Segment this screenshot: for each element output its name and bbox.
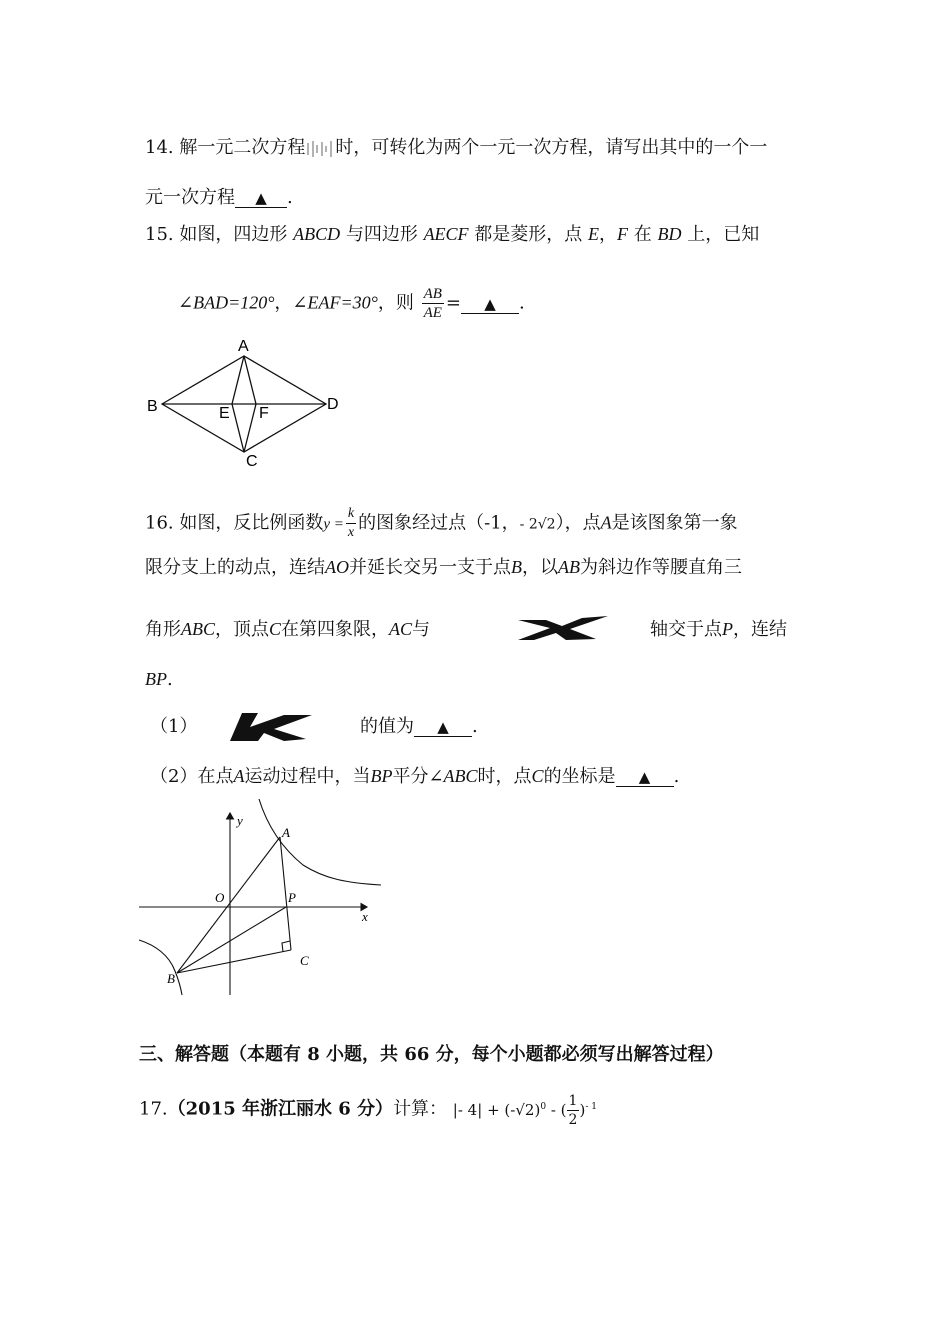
q17-expression <box>452 1093 597 1128</box>
q16-line3 <box>145 617 430 642</box>
q17-exp-0: 0 <box>540 1101 547 1112</box>
q14-text-b: 时，可转化为两个一元一次方程，请写出其中的一个一 <box>335 137 768 158</box>
q15-aecf: AECF <box>423 224 469 244</box>
q15-frac-num: AB <box>423 286 442 302</box>
q16-p: P <box>722 619 733 639</box>
label-a: A <box>282 825 290 840</box>
label-f: F <box>259 405 269 422</box>
label-d: D <box>327 396 339 413</box>
q16-text-n: ，连结 <box>733 619 787 640</box>
section3-title: 三、解答题（本题有 8 小题，共 66 分，每个小题都必须写出解答过程） <box>139 1044 724 1065</box>
q16-period-a: . <box>167 669 173 690</box>
q16-sub2-abc: ABC <box>443 766 478 786</box>
q16-sub2-pt-a: A <box>233 766 245 786</box>
q16-hyperbola-figure <box>135 795 385 1000</box>
q16-b: B <box>511 557 522 577</box>
q15-line1 <box>145 222 759 247</box>
q15-text-b: 与四边形 <box>345 224 418 245</box>
q16-bp: BP <box>145 669 167 689</box>
q16-text-d: 是该图象第一象 <box>611 512 738 534</box>
q16-func-num: k <box>346 505 356 524</box>
q16-sub1-end: . <box>472 716 478 737</box>
q17-abs: |- 4| <box>452 1100 483 1119</box>
q16-text-b: 的图象经过点（-1， <box>358 512 520 534</box>
q15-abcd: ABCD <box>293 224 341 244</box>
q16-abc: ABC <box>181 619 215 639</box>
q17-half-den: 2 <box>568 1112 578 1128</box>
q16-line1 <box>145 505 738 542</box>
q14-text-c: 元一次方程 <box>145 187 235 208</box>
q15-angle-eaf: ∠EAF=30° <box>292 292 378 313</box>
q14-text-a: 14. 解一元二次方程 <box>145 137 306 158</box>
q15-angle-bad: ∠BAD=120° <box>178 292 275 313</box>
q15-then: ，则 <box>377 292 414 314</box>
q16-sub1-num: （1） <box>150 716 198 737</box>
label-c: C <box>246 453 258 470</box>
q17-exp-neg1: - 1 <box>585 1101 597 1112</box>
q16-text-e: 限分支上的动点，连结 <box>145 557 325 578</box>
label-b: B <box>167 971 175 986</box>
q16-sub1 <box>360 715 478 739</box>
q16-text-a: 16. 如图，反比例函数 <box>145 512 324 534</box>
q15-line2 <box>178 285 525 322</box>
label-e: E <box>219 405 230 422</box>
q15-bd: BD <box>657 224 682 244</box>
q17-paren-open: + (- <box>487 1100 516 1119</box>
q16-sub2-c: 平分∠ <box>392 766 444 787</box>
q16-sub1-text: 的值为 <box>360 716 414 737</box>
q16-sub1-label <box>150 715 197 739</box>
q16-sub1-blank: ▲ <box>414 718 472 737</box>
q15-period: . <box>519 292 525 314</box>
q15-text-a: 15. 如图，四边形 <box>145 224 288 245</box>
q16-sub2-bp: BP <box>370 766 393 786</box>
q15-frac-den: AE <box>423 305 442 321</box>
q16-text-h: 为斜边作等腰直角三 <box>580 557 742 578</box>
q16-sub2-b: 运动过程中，当 <box>244 766 371 787</box>
q16-func-frac <box>346 505 356 542</box>
q17-sqrt2: √2 <box>515 1100 535 1119</box>
equation-image-icon <box>305 137 335 159</box>
q15-text-c: 都是菱形，点 <box>474 224 583 245</box>
label-b: B <box>147 398 158 415</box>
q16-sub2-blank: ▲ <box>616 768 674 787</box>
q16-sub2 <box>150 764 679 789</box>
q14-period: . <box>287 187 293 208</box>
q14-line2 <box>145 186 293 210</box>
q15-e: E <box>588 224 600 244</box>
hyperbola-branch-upper <box>259 799 381 885</box>
segment-ab <box>177 837 280 973</box>
q17-half <box>567 1092 580 1129</box>
q16-ab: AB <box>558 557 580 577</box>
label-o: O <box>215 890 225 905</box>
label-p: P <box>288 890 296 905</box>
label-y: y <box>237 813 243 828</box>
q16-text-f: 并延长交另一支于点 <box>349 557 511 578</box>
q16-sub2-pt-c: C <box>531 766 544 786</box>
q16-sub2-end: . <box>673 766 680 787</box>
q16-sub2-d: 时，点 <box>477 766 532 787</box>
q16-text-g: ，以 <box>522 557 558 578</box>
q16-line3-tail <box>650 617 787 642</box>
segment-bp <box>177 907 286 973</box>
label-x: x <box>362 909 368 924</box>
q16-text-k: 在第四象限， <box>281 619 390 640</box>
q15-sep: ， <box>274 292 293 314</box>
q16-point-y: - 2√2 <box>519 516 556 533</box>
q15-equals: = <box>445 292 461 314</box>
q15-answer-blank: ▲ <box>461 295 519 314</box>
q16-text-j: ，顶点 <box>215 619 269 640</box>
q16-text-l: 与 <box>412 619 431 640</box>
q15-fraction <box>422 285 444 322</box>
hyperbola-branch-lower <box>139 940 182 995</box>
segment-bc <box>177 950 291 973</box>
q14-line1 <box>145 136 767 160</box>
q16-text-i: 角形 <box>145 619 181 640</box>
q17-source: （2015 年浙江丽水 6 分） <box>167 1098 394 1120</box>
q17-compute: 计算： <box>393 1098 448 1120</box>
q16-func-den: x <box>347 525 355 540</box>
q15-rhombus-figure <box>140 335 350 470</box>
q16-func-y: y = <box>323 516 344 533</box>
q16-line2 <box>145 555 742 580</box>
q16-sub2-a: （2）在点 <box>150 766 234 787</box>
q16-a: A <box>600 512 612 533</box>
q17-half-num: 1 <box>568 1093 578 1109</box>
q15-on: 在 <box>633 224 652 245</box>
k-glyph-image-icon <box>228 711 314 743</box>
q15-comma: ， <box>599 224 618 245</box>
q16-text-m: 轴交于点 <box>650 619 722 640</box>
q17-num: 17. <box>139 1098 168 1120</box>
q17-line <box>139 1092 597 1129</box>
q17-paren-open2: - ( <box>550 1100 567 1119</box>
q16-ao: AO <box>325 557 349 577</box>
q15-text-d: 上，已知 <box>687 224 760 245</box>
q16-ac: AC <box>389 619 413 639</box>
label-c: C <box>300 953 309 968</box>
q17-paren-close2: ) <box>579 1100 586 1119</box>
label-a: A <box>238 338 249 355</box>
q16-sub2-e: 的坐标是 <box>543 766 616 787</box>
q16-c: C <box>269 619 282 639</box>
q14-answer-blank: ▲ <box>235 189 287 208</box>
q15-f: F <box>617 224 629 244</box>
x-glyph-image-icon <box>516 614 610 642</box>
q17-paren-close: ) <box>534 1100 541 1119</box>
q16-text-c: ），点 <box>555 512 601 534</box>
q16-line4 <box>145 667 173 692</box>
